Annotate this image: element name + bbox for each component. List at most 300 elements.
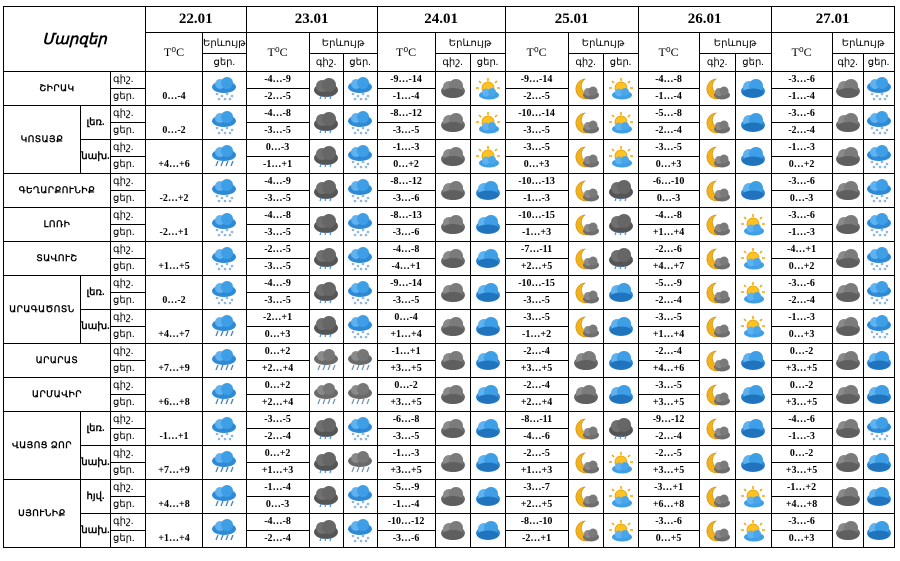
- cloud-icon: [832, 140, 863, 174]
- day-temperature: +1…+3: [505, 463, 568, 480]
- cloud-icon: [435, 208, 470, 242]
- day-temperature: +2…+5: [505, 259, 568, 276]
- night-temperature: -4…-8: [638, 72, 699, 89]
- night-temperature: -1…+2: [771, 480, 832, 497]
- night-label: գիշ.: [111, 242, 146, 259]
- night-temperature: -3…-5: [505, 310, 568, 327]
- cloud-icon: [435, 446, 470, 480]
- night-label: գիշ.: [111, 174, 146, 191]
- day-label: ցեր.: [111, 123, 146, 140]
- night-temperature: -3…-6: [771, 514, 832, 531]
- night-temperature: 0…-2: [771, 344, 832, 361]
- snow-icon: [863, 242, 894, 276]
- night-temperature: -1…-3: [771, 310, 832, 327]
- cloud-blue-icon: [603, 378, 638, 412]
- night-temperature: -4…-8: [377, 242, 435, 259]
- night-label: գիշ.: [111, 276, 146, 293]
- night-temperature: -8…-10: [505, 514, 568, 531]
- cloud-blue-icon: [863, 344, 894, 378]
- day-label: ցեր.: [111, 395, 146, 412]
- cloud-blue-icon: [470, 174, 505, 208]
- moon-cloud-icon: [568, 174, 603, 208]
- night-temperature: -10…-12: [377, 514, 435, 531]
- temp-header: T⁰C: [377, 33, 435, 72]
- cloud-blue-icon: [735, 412, 771, 446]
- night-temperature: -3…-6: [771, 174, 832, 191]
- cloud-icon: [832, 72, 863, 106]
- forecast-row: [4, 208, 895, 225]
- forecast-row: [4, 446, 895, 463]
- snow-icon: [343, 480, 377, 514]
- moon-cloud-icon: [699, 106, 735, 140]
- night-label: գիշ.: [111, 412, 146, 429]
- night-temperature: 0…-2: [377, 378, 435, 395]
- day-temperature: -1…-3: [771, 429, 832, 446]
- moon-cloud-icon: [568, 446, 603, 480]
- snow-icon: [343, 140, 377, 174]
- cloud-blue-icon: [470, 480, 505, 514]
- rain-icon: [203, 480, 247, 514]
- night-subheader: գիշ.: [699, 54, 735, 72]
- night-temperature: -3…-5: [246, 412, 309, 429]
- moon-cloud-icon: [699, 514, 735, 548]
- night-temperature: 0…-3: [246, 140, 309, 157]
- night-temperature: 0…-4: [377, 310, 435, 327]
- snow-icon: [863, 174, 894, 208]
- snow-icon: [343, 514, 377, 548]
- night-temperature: -3…-7: [505, 480, 568, 497]
- night-temperature: -9…-14: [505, 72, 568, 89]
- day-temperature: 0…+5: [638, 531, 699, 548]
- night-temperature: -4…-9: [246, 276, 309, 293]
- snow-icon: [203, 174, 247, 208]
- day-temperature: -2…-4: [638, 429, 699, 446]
- cloud-icon: [435, 378, 470, 412]
- night-label: գիշ.: [111, 72, 146, 89]
- cloud-icon: [435, 140, 470, 174]
- moon-cloud-icon: [699, 242, 735, 276]
- rain-icon: [203, 344, 247, 378]
- day-temperature: 0…+3: [505, 157, 568, 174]
- cloud-icon: [568, 344, 603, 378]
- moon-cloud-icon: [699, 276, 735, 310]
- moon-cloud-icon: [699, 480, 735, 514]
- day-temperature: +6…+8: [638, 497, 699, 514]
- temp-header: T⁰C: [771, 33, 832, 72]
- night-temperature: 0…+2: [246, 446, 309, 463]
- day-label: ցեր.: [111, 89, 146, 106]
- day-subheader: ցեր.: [203, 54, 247, 72]
- night-temperature: -4…-9: [246, 72, 309, 89]
- day-label: ցեր.: [111, 497, 146, 514]
- day-temperature: -3…-6: [377, 225, 435, 242]
- forecast-row: [4, 276, 895, 293]
- forecast-table: [3, 6, 895, 548]
- temperature-value: -1…+1: [146, 412, 203, 446]
- day-temperature: +3…+5: [771, 463, 832, 480]
- night-temperature: -4…-8: [246, 106, 309, 123]
- day-temperature: -3…-5: [377, 429, 435, 446]
- cloud-blue-icon: [470, 378, 505, 412]
- moon-cloud-icon: [568, 208, 603, 242]
- day-temperature: -4…-6: [505, 429, 568, 446]
- region-name: ԳԵՂԱՐՔՈՒՆԻՔ: [4, 174, 111, 208]
- night-subheader: գիշ.: [435, 54, 470, 72]
- date-header: 25.01: [505, 7, 638, 33]
- night-temperature: -3…-6: [771, 72, 832, 89]
- night-temperature: -4…-8: [246, 514, 309, 531]
- night-temperature: -3…-6: [771, 276, 832, 293]
- moon-cloud-icon: [568, 140, 603, 174]
- phenomena-header: Երևույթ: [203, 33, 247, 54]
- night-temperature: -1…-4: [246, 480, 309, 497]
- night-temperature: -2…-4: [505, 344, 568, 361]
- cloud-blue-icon: [735, 378, 771, 412]
- snow-icon: [203, 242, 247, 276]
- temperature-value: +4…+6: [146, 140, 203, 174]
- day-temperature: -1…-3: [771, 225, 832, 242]
- temperature-value: +7…+9: [146, 446, 203, 480]
- cloud-dark-icon: [309, 480, 343, 514]
- date-header: 26.01: [638, 7, 771, 33]
- cloud-icon: [832, 310, 863, 344]
- day-temperature: -4…+1: [377, 259, 435, 276]
- day-temperature: +2…+4: [505, 395, 568, 412]
- cloud-blue-icon: [603, 276, 638, 310]
- day-temperature: +3…+5: [771, 361, 832, 378]
- night-temperature: -6…-10: [638, 174, 699, 191]
- cloud-icon: [435, 344, 470, 378]
- night-temperature: -3…-6: [771, 106, 832, 123]
- snow-icon: [343, 310, 377, 344]
- night-temperature: -3…-5: [638, 378, 699, 395]
- night-label: գիշ.: [111, 480, 146, 497]
- cloud-icon: [832, 106, 863, 140]
- cloud-blue-icon: [470, 310, 505, 344]
- day-temperature: +3…+5: [771, 395, 832, 412]
- cloud-blue-icon: [735, 106, 771, 140]
- day-subheader: ցեր.: [603, 54, 638, 72]
- snow-icon: [863, 106, 894, 140]
- snow-icon: [863, 310, 894, 344]
- day-temperature: +3…+5: [505, 361, 568, 378]
- region-name: ԱՐԱՐԱՏ: [4, 344, 111, 378]
- rain-icon: [203, 378, 247, 412]
- night-temperature: -9…-14: [377, 276, 435, 293]
- moon-cloud-icon: [568, 310, 603, 344]
- day-temperature: +3…+5: [638, 463, 699, 480]
- night-temperature: -2…-5: [246, 242, 309, 259]
- subregion-label: նախ.: [81, 310, 111, 344]
- cloud-blue-icon: [470, 412, 505, 446]
- forecast-row: [4, 140, 895, 157]
- temperature-value: +1…+4: [146, 514, 203, 548]
- cloud-icon: [435, 514, 470, 548]
- day-temperature: -2…-4: [638, 293, 699, 310]
- phenomena-header: Երևույթ: [832, 33, 894, 54]
- day-temperature: +3…+5: [377, 395, 435, 412]
- snow-icon: [863, 72, 894, 106]
- rain-dark-icon: [309, 344, 343, 378]
- moon-cloud-icon: [699, 310, 735, 344]
- cloud-icon: [435, 412, 470, 446]
- day-temperature: +1…+4: [638, 327, 699, 344]
- night-temperature: -3…-5: [638, 310, 699, 327]
- cloud-icon: [435, 174, 470, 208]
- moon-cloud-icon: [699, 378, 735, 412]
- snow-icon: [343, 72, 377, 106]
- forecast-row: [4, 310, 895, 327]
- date-header: 22.01: [146, 7, 247, 33]
- sun-cloud-icon: [470, 140, 505, 174]
- cloud-icon: [568, 378, 603, 412]
- temp-header: T⁰C: [146, 33, 203, 72]
- cloud-icon: [435, 310, 470, 344]
- rain-icon: [203, 514, 247, 548]
- cloud-dark-icon: [309, 276, 343, 310]
- cloud-icon: [435, 276, 470, 310]
- cloud-blue-icon: [735, 446, 771, 480]
- night-temperature: -6…-8: [377, 412, 435, 429]
- day-temperature: -2…-5: [505, 89, 568, 106]
- snow-icon: [343, 106, 377, 140]
- day-temperature: -2…-4: [771, 293, 832, 310]
- region-name: ԱՐԱԳԱԾՈՏՆ: [4, 276, 81, 344]
- cloud-blue-icon: [863, 378, 894, 412]
- day-subheader: ցեր.: [343, 54, 377, 72]
- temperature-value: +4…+7: [146, 310, 203, 344]
- date-header: 24.01: [377, 7, 505, 33]
- cloud-blue-icon: [735, 72, 771, 106]
- snow-icon: [343, 276, 377, 310]
- sun-cloud-icon: [603, 140, 638, 174]
- temperature-value: +4…+8: [146, 480, 203, 514]
- night-temperature: -2…-4: [505, 378, 568, 395]
- cloud-dark-icon: [309, 140, 343, 174]
- cloud-icon: [435, 480, 470, 514]
- day-temperature: -3…-5: [246, 123, 309, 140]
- day-temperature: +1…+4: [377, 327, 435, 344]
- cloud-dark-icon: [603, 242, 638, 276]
- day-temperature: +2…+5: [505, 497, 568, 514]
- day-temperature: -1…-4: [377, 89, 435, 106]
- night-temperature: 0…+2: [246, 344, 309, 361]
- day-temperature: 0…-3: [638, 191, 699, 208]
- day-label: ցեր.: [111, 429, 146, 446]
- cloud-dark-icon: [603, 174, 638, 208]
- sun-cloud-icon: [735, 242, 771, 276]
- night-temperature: -1…-3: [377, 446, 435, 463]
- snow-icon: [863, 412, 894, 446]
- snow-icon: [863, 208, 894, 242]
- day-label: ցեր.: [111, 293, 146, 310]
- day-temperature: -1…+3: [505, 225, 568, 242]
- moon-cloud-icon: [568, 480, 603, 514]
- night-temperature: -3…-6: [771, 208, 832, 225]
- snow-icon: [343, 242, 377, 276]
- rain-dark-icon: [343, 344, 377, 378]
- date-header: 23.01: [246, 7, 377, 33]
- day-temperature: 0…+3: [771, 327, 832, 344]
- night-temperature: -2…-5: [638, 446, 699, 463]
- day-temperature: -1…-4: [638, 89, 699, 106]
- day-label: ցեր.: [111, 463, 146, 480]
- day-temperature: -1…-4: [771, 89, 832, 106]
- sun-cloud-icon: [735, 480, 771, 514]
- day-subheader: ցեր.: [470, 54, 505, 72]
- temperature-value: 0…-4: [146, 72, 203, 106]
- cloud-blue-icon: [735, 140, 771, 174]
- day-temperature: -3…-5: [377, 293, 435, 310]
- day-temperature: +1…+4: [638, 225, 699, 242]
- day-temperature: +3…+5: [377, 463, 435, 480]
- night-temperature: -1…-3: [771, 140, 832, 157]
- day-temperature: -1…+2: [505, 327, 568, 344]
- temp-header: T⁰C: [638, 33, 699, 72]
- cloud-blue-icon: [863, 514, 894, 548]
- night-temperature: -10…-14: [505, 106, 568, 123]
- day-temperature: 0…+3: [246, 327, 309, 344]
- sun-cloud-icon: [603, 106, 638, 140]
- night-temperature: -2…-4: [638, 344, 699, 361]
- cloud-icon: [832, 514, 863, 548]
- night-label: գիշ.: [111, 208, 146, 225]
- cloud-blue-icon: [470, 344, 505, 378]
- subregion-label: լեռ.: [81, 106, 111, 140]
- rain-icon: [203, 140, 247, 174]
- night-temperature: -8…-12: [377, 106, 435, 123]
- temperature-value: +6…+8: [146, 378, 203, 412]
- day-temperature: +1…+3: [246, 463, 309, 480]
- cloud-icon: [832, 242, 863, 276]
- night-temperature: -10…-13: [505, 174, 568, 191]
- night-temperature: -5…-9: [377, 480, 435, 497]
- night-subheader: գիշ.: [832, 54, 863, 72]
- sun-cloud-icon: [603, 446, 638, 480]
- snow-icon: [343, 174, 377, 208]
- subregion-label: լեռ.: [81, 276, 111, 310]
- cloud-blue-icon: [735, 174, 771, 208]
- rain-dark-icon: [343, 378, 377, 412]
- cloud-icon: [832, 480, 863, 514]
- day-label: ցեր.: [111, 157, 146, 174]
- night-temperature: -5…-9: [638, 276, 699, 293]
- night-temperature: -3…+1: [638, 480, 699, 497]
- forecast-row: [4, 514, 895, 531]
- region-name: ԿՈՏԱՅՔ: [4, 106, 81, 174]
- day-temperature: +2…+4: [246, 361, 309, 378]
- day-temperature: -3…-5: [246, 191, 309, 208]
- temp-header: T⁰C: [505, 33, 568, 72]
- night-temperature: -9…-14: [377, 72, 435, 89]
- temperature-value: 0…-2: [146, 106, 203, 140]
- night-temperature: -4…-8: [246, 208, 309, 225]
- region-name: ԼՈՌԻ: [4, 208, 111, 242]
- cloud-blue-icon: [470, 446, 505, 480]
- snow-icon: [203, 208, 247, 242]
- phenomena-header: Երևույթ: [435, 33, 505, 54]
- day-temperature: -3…-5: [246, 293, 309, 310]
- sun-cloud-icon: [470, 106, 505, 140]
- cloud-blue-icon: [470, 242, 505, 276]
- night-label: գիշ.: [111, 310, 146, 327]
- subregion-label: նախ.: [81, 140, 111, 174]
- sun-cloud-icon: [603, 72, 638, 106]
- subregion-label: հյվ.: [81, 480, 111, 514]
- cloud-icon: [435, 106, 470, 140]
- night-temperature: -4…+1: [771, 242, 832, 259]
- forecast-row: [4, 480, 895, 497]
- moon-cloud-icon: [568, 412, 603, 446]
- cloud-dark-icon: [309, 72, 343, 106]
- cloud-icon: [832, 378, 863, 412]
- cloud-dark-icon: [309, 412, 343, 446]
- night-label: գիշ.: [111, 446, 146, 463]
- cloud-blue-icon: [603, 310, 638, 344]
- day-temperature: -1…-3: [505, 191, 568, 208]
- day-temperature: -1…-4: [377, 497, 435, 514]
- subregion-label: նախ.: [81, 514, 111, 548]
- day-temperature: +4…+7: [638, 259, 699, 276]
- cloud-blue-icon: [863, 446, 894, 480]
- night-temperature: -8…-12: [377, 174, 435, 191]
- forecast-row: [4, 174, 895, 191]
- day-label: ցեր.: [111, 191, 146, 208]
- day-temperature: -2…-4: [246, 531, 309, 548]
- night-temperature: -2…+1: [246, 310, 309, 327]
- night-label: գիշ.: [111, 140, 146, 157]
- snow-icon: [203, 412, 247, 446]
- moon-cloud-icon: [699, 174, 735, 208]
- cloud-dark-icon: [309, 106, 343, 140]
- cloud-dark-icon: [309, 174, 343, 208]
- phenomena-header: Երևույթ: [699, 33, 771, 54]
- cloud-dark-icon: [309, 446, 343, 480]
- forecast-row: [4, 242, 895, 259]
- night-temperature: -8…-13: [377, 208, 435, 225]
- forecast-row: [4, 378, 895, 395]
- cloud-blue-icon: [470, 276, 505, 310]
- moon-cloud-icon: [699, 344, 735, 378]
- sun-cloud-icon: [603, 514, 638, 548]
- cloud-blue-icon: [470, 208, 505, 242]
- sun-cloud-icon: [470, 72, 505, 106]
- night-temperature: -7…-11: [505, 242, 568, 259]
- temperature-value: -2…+2: [146, 174, 203, 208]
- forecast-row: [4, 344, 895, 361]
- night-label: գիշ.: [111, 378, 146, 395]
- forecast-row: [4, 72, 895, 89]
- region-header: Մարզեր: [4, 7, 146, 72]
- moon-cloud-icon: [699, 72, 735, 106]
- day-temperature: -3…-5: [505, 123, 568, 140]
- day-label: ցեր.: [111, 327, 146, 344]
- cloud-dark-icon: [309, 514, 343, 548]
- day-label: ցեր.: [111, 531, 146, 548]
- night-temperature: 0…-2: [771, 446, 832, 463]
- moon-cloud-icon: [568, 514, 603, 548]
- rain-dark-icon: [309, 378, 343, 412]
- moon-cloud-icon: [699, 140, 735, 174]
- sun-cloud-icon: [735, 208, 771, 242]
- region-name: ՍՅՈՒՆԻՔ: [4, 480, 81, 548]
- region-name: ԱՐՄԱՎԻՐ: [4, 378, 111, 412]
- night-label: գիշ.: [111, 514, 146, 531]
- rain-dark-icon: [343, 446, 377, 480]
- cloud-blue-icon: [863, 480, 894, 514]
- day-temperature: 0…+3: [771, 531, 832, 548]
- moon-cloud-icon: [568, 242, 603, 276]
